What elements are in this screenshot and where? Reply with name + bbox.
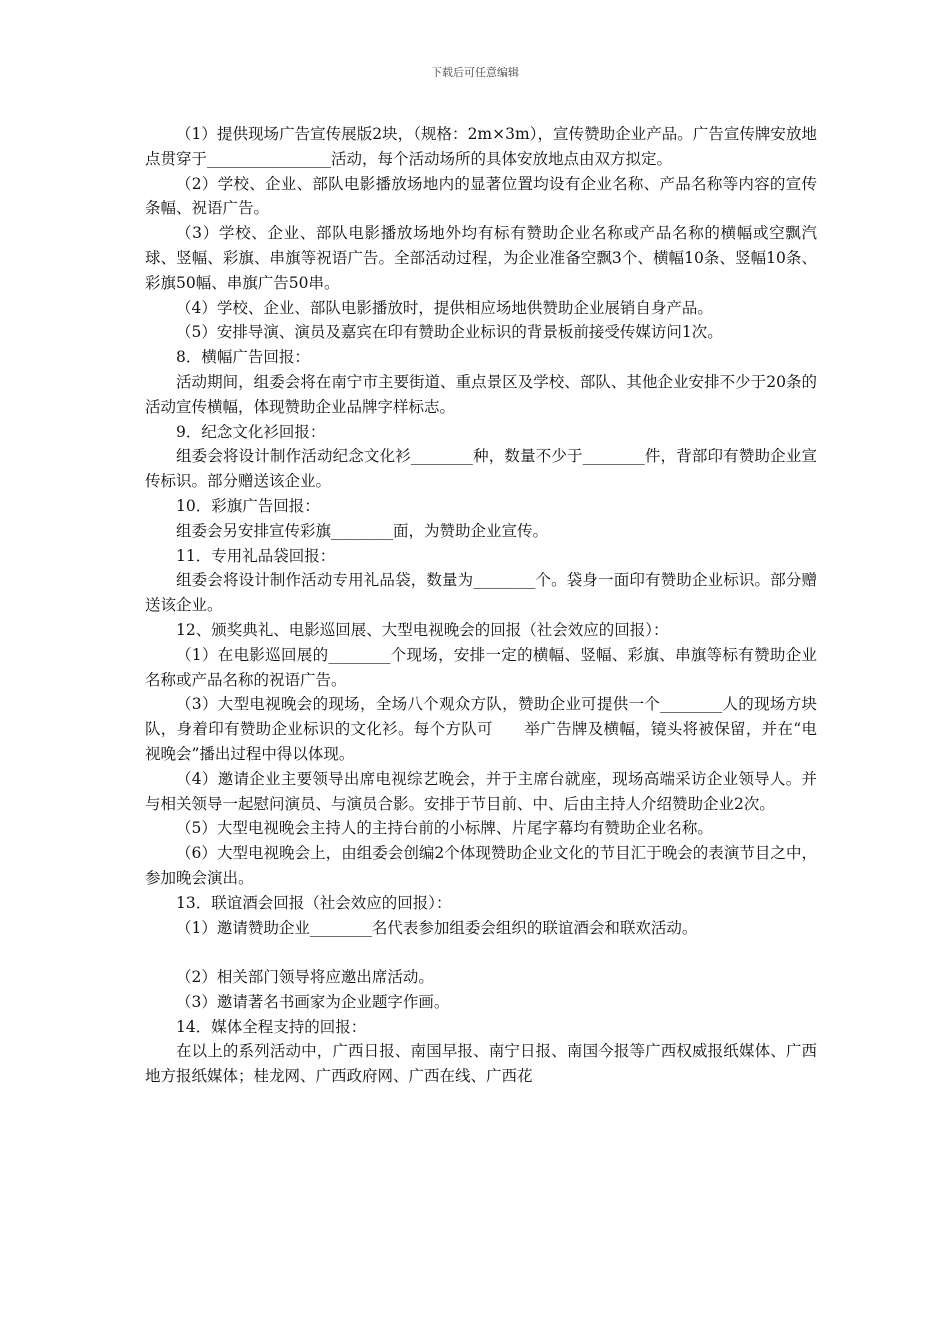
section-heading: 12、颁奖典礼、电影巡回展、大型电视晚会的回报（社会效应的回报）： [176,620,669,639]
document-body [145,122,817,1089]
section-heading: 9．纪念文化衫回报： [176,422,326,441]
section-heading: 13．联谊酒会回报（社会效应的回报）： [176,893,452,912]
paragraph: （5）安排导演、演员及嘉宾在印有赞助企业标识的背景板前接受传媒访问1次。 [176,323,723,342]
paragraph: （5）大型电视晚会主持人的主持台前的小标牌、片尾字幕均有赞助企业名称。 [176,819,713,838]
paragraph: （2）相关部门领导将应邀出席活动。 [176,968,434,987]
paragraph: （3）邀请著名书画家为企业题字作画。 [176,992,450,1011]
section-heading: 11．专用礼品袋回报： [176,546,336,565]
paragraph: （2）学校、企业、部队电影播放场地内的显著位置均设有企业名称、产品名称等内容的宣传条幅、祝语广告。 [145,174,817,218]
paragraph: 活动期间，组委会将在南宁市主要街道、重点景区及学校、部队、其他企业安排不少于20条的活动宣传横幅，体现赞助企业品牌字样标志。 [145,372,817,416]
paragraph: （4）邀请企业主要领导出席电视综艺晚会，并于主席台就座，现场高端采访企业领导人。并与相关领导一起慰问演员、与演员合影。安排于节目前、中、后由主持人介绍赞助企业2次。 [145,769,817,813]
section-heading: 14．媒体全程支持的回报： [176,1017,367,1036]
paragraph: （1）邀请赞助企业________名代表参加组委会组织的联谊酒会和联欢活动。 [176,918,698,937]
paragraph: 组委会将设计制作活动纪念文化衫________种，数量不少于________件，背部印有赞助企业宣传标识。部分赠送该企业。 [145,447,817,491]
paragraph: （1）在电影巡回展的________个现场，安排一定的横幅、竖幅、彩旗、串旗等标有赞助企业名称或产品名称的祝语广告。 [145,645,817,689]
paragraph: 组委会另安排宣传彩旗________面，为赞助企业宣传。 [176,521,549,540]
paragraph: （1）提供现场广告宣传展版2块，（规格：2m×3m），宣传赞助企业产品。广告宣传牌安放地点贯穿于________________活动，每个活动场所的具体安放地点由双方拟定。 [145,125,817,168]
page-header: 下载后可任意编辑 [431,66,519,79]
section-heading: 8．横幅广告回报： [176,348,310,367]
paragraph: （6）大型电视晚会上，由组委会创编2个体现赞助企业文化的节目汇于晚会的表演节目之中，参加晚会演出。 [145,844,817,887]
paragraph: （3）大型电视晚会的现场，全场八个观众方队，赞助企业可提供一个________人的现场方块队，身着印有赞助企业标识的文化衫。每个方队可 举广告牌及横幅，镜头将被保留，并在“电视晚会”播出过程中得以体现。 [145,695,817,763]
section-heading: 10．彩旗广告回报： [176,496,320,515]
paragraph: 组委会将设计制作活动专用礼品袋，数量为________个。袋身一面印有赞助企业标识。部分赠送该企业。 [145,571,817,615]
paragraph: 在以上的系列活动中，广西日报、南国早报、南宁日报、南国今报等广西权威报纸媒体、广西地方报纸媒体；桂龙网、广西政府网、广西在线、广西花 [145,1042,817,1086]
paragraph: （4）学校、企业、部队电影播放时，提供相应场地供赞助企业展销自身产品。 [176,298,713,317]
paragraph: （3）学校、企业、部队电影播放场地外均有标有赞助企业名称或产品名称的横幅或空飘汽球、竖幅、彩旗、串旗等祝语广告。全部活动过程，为企业准备空飘3个、横幅10条、竖幅10条、彩旗50幅、串旗广告50串。 [145,224,817,292]
